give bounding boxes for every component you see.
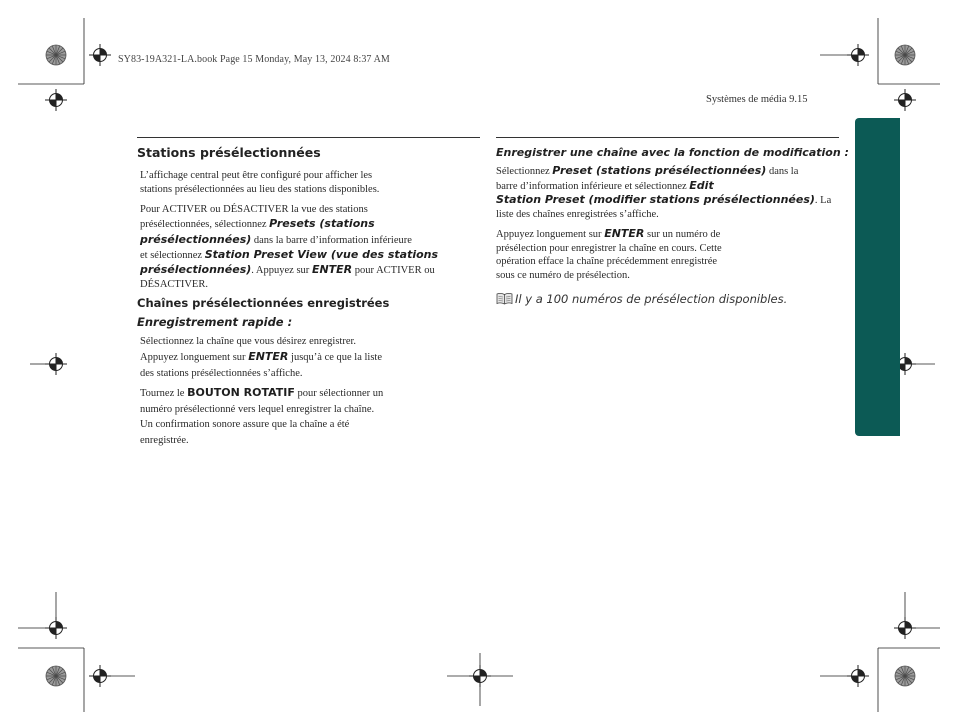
paragraph [140,203,482,293]
text-line: Un confirmation sonore assure que la chaîne a été [140,419,350,431]
paragraph [140,169,482,197]
right-column [496,146,849,308]
page-header: Systèmes de média 9.15 [706,94,808,105]
text-line: Pour ACTIVER ou DÉSACTIVER la vue des stations [140,204,368,215]
registration-mark-right-upper [894,89,916,111]
registration-mark-right-lower [894,617,916,639]
color-bar-mark-bottom-right [895,666,915,686]
text-line: numéro présélectionné vers lequel enregistrer la chaîne. [140,403,375,415]
open-book-icon [496,292,513,305]
menu-term: Edit [689,178,714,192]
text-line: L’affichage central peut être configuré pour afficher les [140,170,373,181]
text-line: présélection pour enregistrer la chaîne en cours. Cette [496,242,722,254]
section-title: Enregistrer une chaîne avec la fonction de modification : [496,146,849,159]
text-line: sous ce numéro de présélection. [496,269,630,281]
subsection-title: Chaînes présélectionnées enregistrées [137,295,390,310]
menu-term: présélectionnées) [140,232,252,246]
text-line: Sélectionnez Preset (stations présélectionnées) dans la [496,164,799,177]
menu-term: Station Preset View (vue des stations [204,247,439,261]
note [496,290,841,308]
paragraph [496,164,841,222]
menu-term: présélectionnées) [140,263,252,277]
chapter-tab [855,118,900,436]
paragraph [140,385,482,448]
registration-mark-left-lower [45,617,67,639]
button-term: ENTER [604,226,645,240]
file-info-slug: SY83-19A321-LA.book Page 15 Monday, May 13, 2024 8:37 AM [118,54,390,65]
color-bar-mark-bottom-left [46,666,66,686]
menu-term: Preset (stations présélectionnées) [552,164,767,177]
text-line: liste des chaînes enregistrées s’affiche. [496,209,659,221]
text-line: et sélectionnez Station Preset View (vue des stations [140,247,439,261]
section-title: Stations présélectionnées [137,145,321,160]
button-term: ENTER [248,350,289,364]
text-line: Sélectionnez la chaîne que vous désirez enregistrer. [140,335,357,347]
menu-term: Presets (stations [269,217,375,231]
text-line: des stations présélectionnées s’affiche. [140,367,303,379]
registration-mark-left-upper [45,89,67,111]
color-bar-mark-top-left [46,45,66,65]
control-term: BOUTON ROTATIF [187,386,295,400]
text-line: stations présélectionnées au lieu des stations disponibles. [140,184,380,195]
text-line: présélectionnées). Appuyez sur ENTER pour ACTIVER ou [140,263,435,277]
registration-mark-top-right [847,44,869,66]
registration-mark-bottom-right [847,665,869,687]
text-line: enregistrée. [140,434,189,446]
right-column-rule [496,137,839,138]
text-line: présélectionnées) dans la barre d’information inférieure [140,232,412,246]
registration-mark-bottom-center [469,665,491,687]
paragraph [496,227,841,283]
text-line: opération efface la chaîne précédemment enregistrée [496,256,718,268]
text-line: Station Preset (modifier stations présélectionnées). La [496,193,832,207]
button-term: ENTER [311,263,353,277]
note-text: Il y a 100 numéros de présélection disponibles. [515,291,788,306]
paragraph [140,334,482,382]
text-line: DÉSACTIVER. [140,279,208,291]
left-column [137,145,482,448]
color-bar-mark-top-right [895,45,915,65]
left-column-rule [137,137,480,138]
registration-mark-bottom-left [89,665,111,687]
text-line: Appuyez longuement sur ENTER jusqu’à ce que la liste [140,350,382,364]
registration-mark-left-middle [45,353,67,375]
registration-mark-top-left [89,44,111,66]
subsubsection-title: Enregistrement rapide : [137,314,293,329]
text-line: barre d’information inférieure et sélectionnez Edit [496,178,714,192]
text-line: Appuyez longuement sur ENTER sur un numéro de [496,226,721,240]
text-line: présélectionnées, sélectionnez Presets (stations [140,217,375,231]
text-line: Tournez le BOUTON ROTATIF pour sélectionner un [140,386,384,400]
menu-term: Station Preset (modifier stations présélectionnées) [496,193,815,207]
